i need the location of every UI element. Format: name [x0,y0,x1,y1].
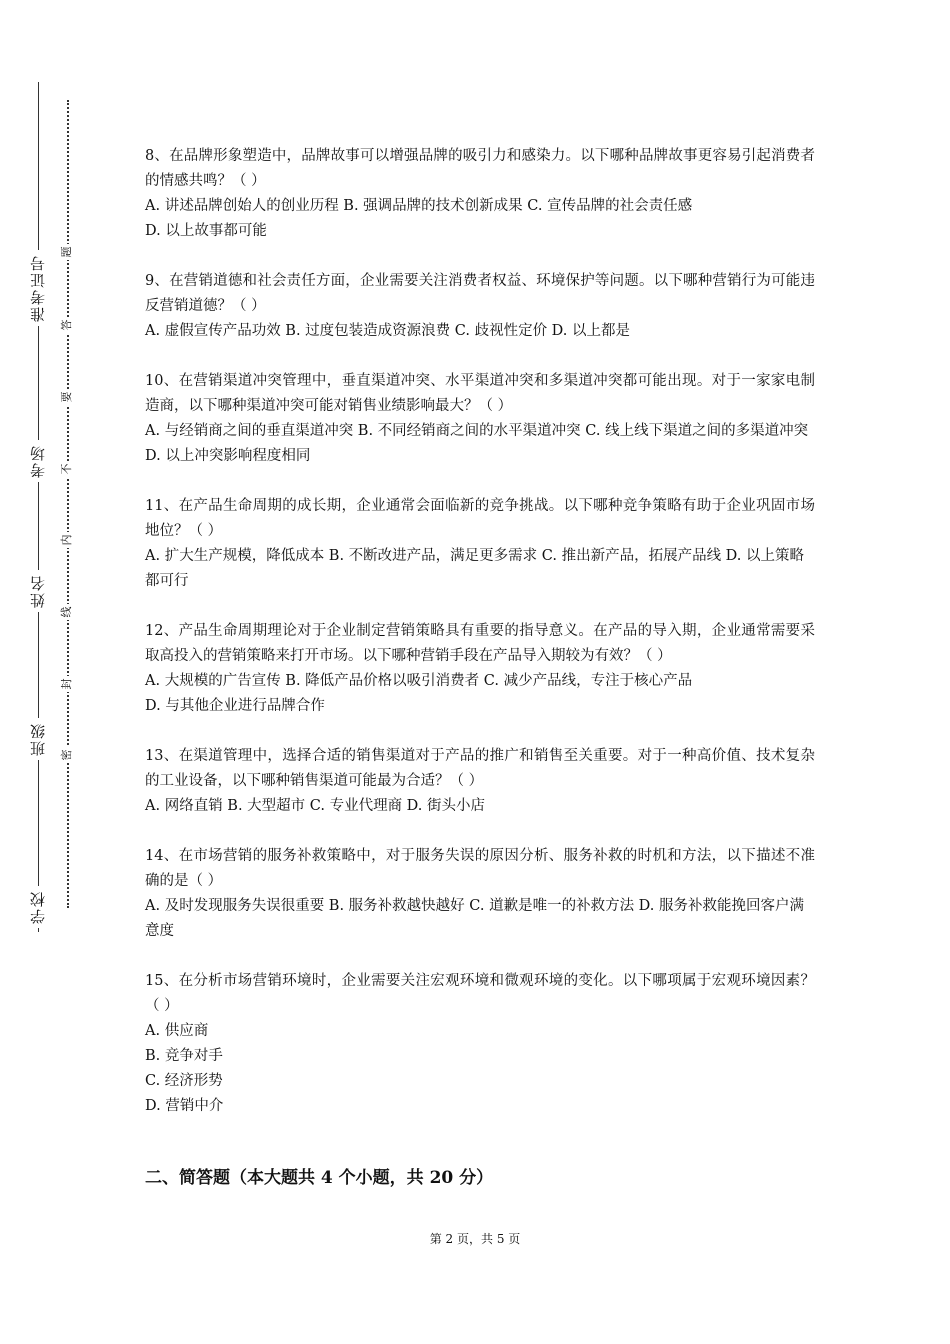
question-8 [145,144,815,244]
question-option: A. 网络直销 B. 大型超市 C. 专业代理商 D. 街头小店 [145,798,486,814]
binding-solid-line [38,82,39,932]
question-stem: 14、在市场营销的服务补救策略中，对于服务失误的原因分析、服务补救的时机和方法，以下描述不准确的是（ ） [145,848,815,889]
question-12 [145,619,815,719]
seal-char: 答 [60,317,74,333]
section-title: 二、简答题（本大题共 4 个小题，共 20 分） [145,1168,494,1188]
seal-char: 要 [60,389,74,405]
question-13 [145,744,815,819]
question-option: A. 扩大生产规模，降低成本 B. 不断改进产品，满足更多需求 C. 推出新产品，拓展产品线 D. 以上策略都可行 [145,548,805,589]
exam-room-label: 考场 [28,440,48,482]
seal-char: 不 [60,461,74,477]
question-option: A. 及时发现服务失误很重要 B. 服务补救越快越好 C. 道歉是唯一的补救方法 D. 服务补救能挽回客户满意度 [145,898,805,939]
question-option: D. 与其他企业进行品牌合作 [145,698,325,714]
question-list [145,144,815,1144]
school-label: 学校 [28,886,48,928]
question-stem: 11、在产品生命周期的成长期，企业通常会面临新的竞争挑战。以下哪种竞争策略有助于企业巩固市场地位？（ ） [145,498,815,539]
seal-char: 线 [60,604,74,620]
question-option: B. 竞争对手 [145,1048,223,1064]
seal-char: 题 [60,244,74,260]
question-stem: 15、在分析市场营销环境时，企业需要关注宏观环境和微观环境的变化。以下哪项属于宏观环境因素？（ ） [145,973,815,1014]
question-9 [145,269,815,344]
seal-char: 内 [60,532,74,548]
question-option: A. 讲述品牌创始人的创业历程 B. 强调品牌的技术创新成果 C. 宣传品牌的社会责任感 [145,198,693,214]
question-option: A. 大规模的广告宣传 B. 降低产品价格以吸引消费者 C. 减少产品线，专注于核心产品 [145,673,693,689]
seal-char: 封 [60,676,74,692]
question-stem: 9、在营销道德和社会责任方面，企业需要关注消费者权益、环境保护等问题。以下哪种营销行为可能违反营销道德？（ ） [145,273,815,314]
name-label: 姓名 [28,570,48,612]
page-footer: 第 2 页，共 5 页 [429,1232,521,1246]
question-stem: 10、在营销渠道冲突管理中，垂直渠道冲突、水平渠道冲突和多渠道冲突都可能出现。对于一家家电制造商，以下哪种渠道冲突可能对销售业绩影响最大？（ ） [145,373,815,414]
exam-number-label: 准考证号 [28,250,48,326]
question-option: D. 营销中介 [145,1098,224,1114]
question-option: C. 经济形势 [145,1073,223,1089]
question-option: A. 虚假宣传产品功效 B. 过度包装造成资源浪费 C. 歧视性定价 D. 以上都是 [145,323,631,339]
question-option: A. 与经销商之间的垂直渠道冲突 B. 不同经销商之间的水平渠道冲突 C. 线上线下渠道之间的多渠道冲突 D. 以上冲突影响程度相同 [145,423,809,464]
question-option: D. 以上故事都可能 [145,223,267,239]
question-10 [145,369,815,469]
question-stem: 8、在品牌形象塑造中，品牌故事可以增强品牌的吸引力和感染力。以下哪种品牌故事更容易引起消费者的情感共鸣？（ ） [145,148,815,189]
question-15 [145,969,815,1119]
question-11 [145,494,815,594]
question-stem: 12、产品生命周期理论对于企业制定营销策略具有重要的指导意义。在产品的导入期，企业通常需要采取高投入的营销策略来打开市场。以下哪种营销手段在产品导入期较为有效？（ ） [145,623,815,664]
class-label: 班级 [28,718,48,760]
binding-dotted-line [67,100,69,908]
question-14 [145,844,815,944]
question-option: A. 供应商 [145,1023,209,1039]
seal-char: 密 [60,747,74,763]
question-stem: 13、在渠道管理中，选择合适的销售渠道对于产品的推广和销售至关重要。对于一种高价值、技术复杂的工业设备，以下哪种销售渠道可能最为合适？（ ） [145,748,815,789]
